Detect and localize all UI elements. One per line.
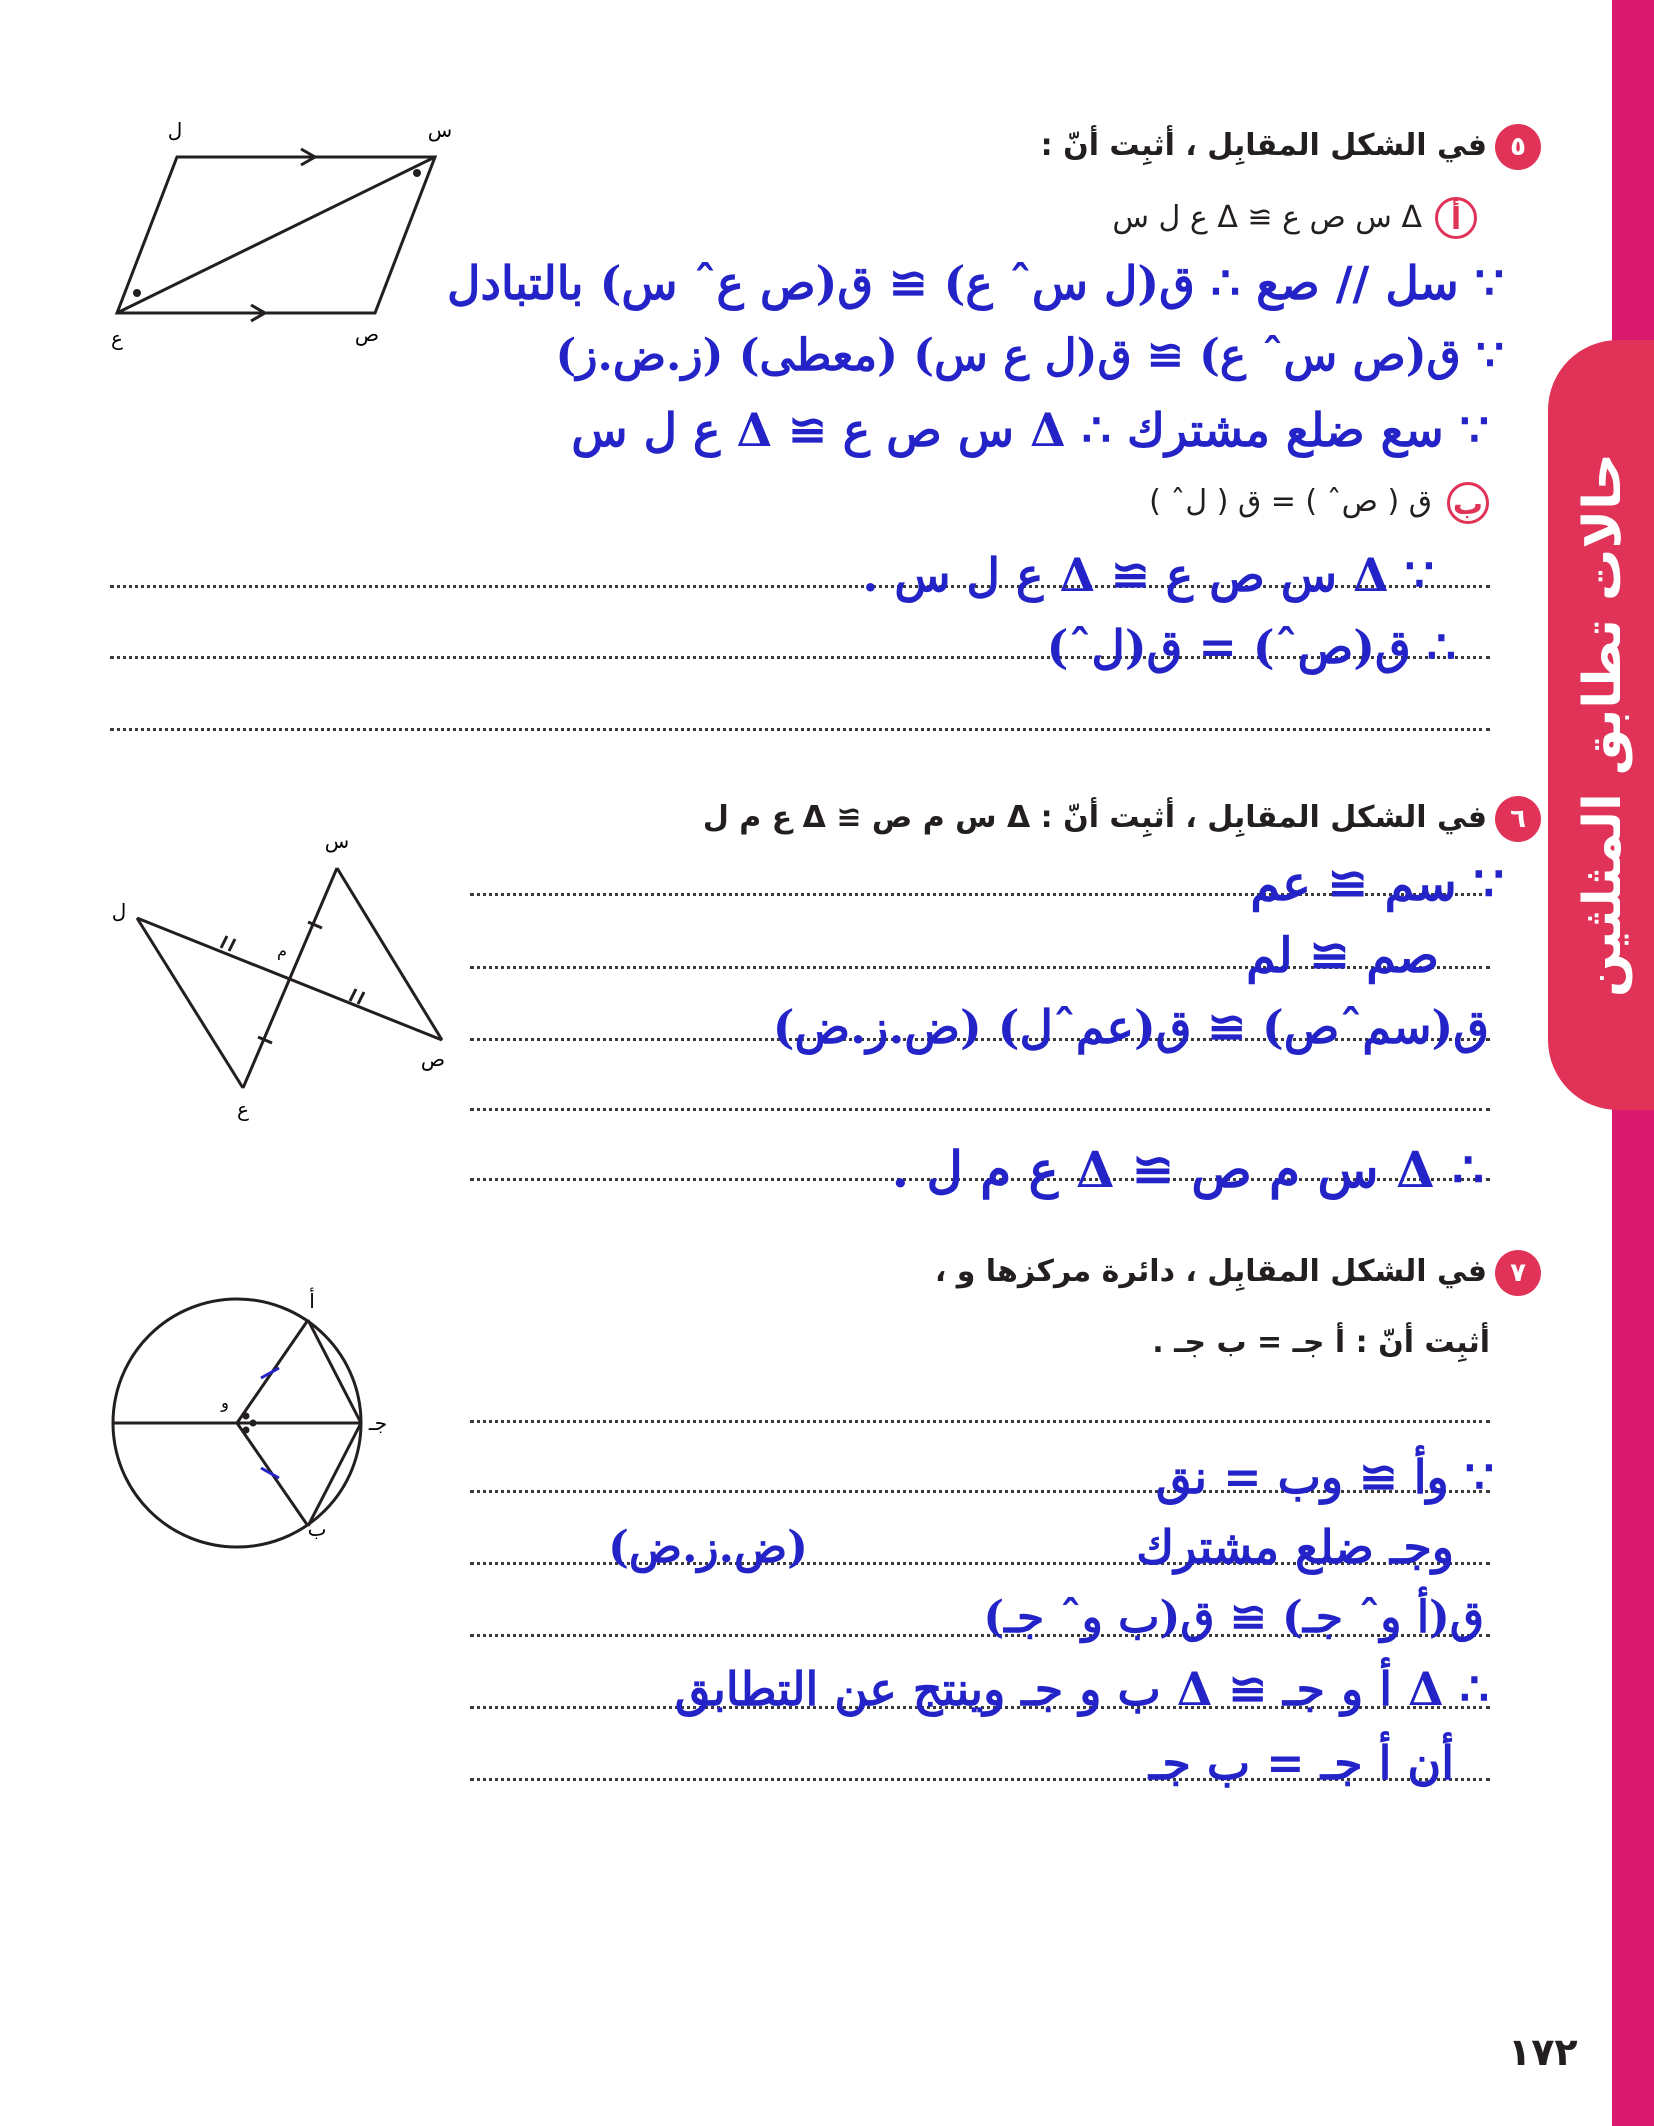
q5-hand-line-4: ∵ Δ س ص ع ≅ Δ ع ل س .	[862, 548, 1434, 602]
q7-hand-line-1: ∵ وﺃ ≅ وب = نق	[1155, 1450, 1494, 1504]
q7-hand-line-3: (ض.ز.ض)	[608, 1522, 808, 1573]
q7-hand-line-6: أن ﺃ جـ = ب جـ	[1148, 1736, 1454, 1790]
q6-label-s: س	[324, 830, 350, 853]
q5-label-l: ل	[167, 118, 183, 142]
q5-hand-line-5: ∴ ق(صˆ) = ق(لˆ)	[1046, 620, 1456, 674]
q6-hand-line-4: ∴ Δ س م ص ≅ Δ ع م ل .	[891, 1140, 1484, 1199]
q5-label-s: س	[427, 118, 453, 142]
q6-label-l: ل	[111, 899, 127, 923]
q7-number: ٧	[1495, 1250, 1541, 1296]
answer-line	[470, 1108, 1490, 1111]
q7-label-o: و	[221, 1393, 229, 1412]
q5-hand-line-2: ∵ ق(ص سˆ ع) ≅ ق(ل ع س) (معطى) (ز.ض.ز)	[555, 330, 1504, 381]
q6-number: ٦	[1495, 796, 1541, 842]
q5-prompt: في الشكل المقابِل ، أثبِت أنّ :	[1040, 128, 1487, 163]
q6-hand-line-2: صم ≅ لم	[1246, 928, 1439, 984]
q7-hand-line-4: ق(ﺃ وˆ جـ) ≅ ق(ب وˆ جـ)	[983, 1592, 1484, 1643]
q6-label-sad: ص	[420, 1047, 446, 1071]
q5-part-b-marker: ب	[1447, 482, 1489, 524]
q7-label-a: ﺃ	[309, 1289, 315, 1313]
q5-label-a: ع	[111, 326, 123, 350]
answer-line	[110, 728, 1490, 731]
q5-part-a-statement: Δ س ص ع ≅ Δ ع ل س	[1112, 200, 1422, 235]
q7-figure-circle	[95, 1280, 435, 1550]
section-tab-label: حالات تطابق المثلثين	[1573, 452, 1633, 998]
answer-line	[470, 1420, 1490, 1423]
q6-figure-triangles	[105, 830, 465, 1130]
q6-label-m: م	[277, 941, 287, 960]
q5-figure-parallelogram	[105, 115, 465, 355]
q7-prove: أثبِت أنّ : ﺃ جـ = ب جـ .	[1152, 1325, 1490, 1360]
q7-hand-line-5: ∴ Δ ﺃ و جـ ≅ Δ ب و جـ وينتج عن التطابق	[674, 1662, 1489, 1716]
q6-hand-line-1: ∵ سم ≅ عم	[1250, 856, 1504, 912]
q5-number: ٥	[1495, 124, 1541, 170]
page-number: ١٧٢	[1508, 2030, 1578, 2074]
q5-part-b-statement: ق ( صˆ ) = ق ( لˆ )	[1149, 484, 1432, 519]
q5-hand-line-3: ∵ سع ضلع مشترك ∴ Δ س ص ع ≅ Δ ع ل س	[571, 403, 1489, 457]
q5-label-sad: ص	[354, 322, 380, 346]
q5-hand-line-1: ∵ سل // صع ∴ ق(ل سˆ ع) ≅ ق(ص عˆ س) بالتبادل	[447, 256, 1504, 310]
q7-label-b: ب	[307, 1517, 327, 1541]
q6-prompt: في الشكل المقابِل ، أثبِت أنّ : Δ س م ص ≅ Δ ع م ل	[702, 800, 1487, 835]
q5-part-a-marker: أ	[1435, 197, 1477, 239]
q6-label-a: ع	[237, 1097, 249, 1121]
q6-hand-line-3: ق(سمˆص) ≅ ق(عمˆل) (ض.ز.ض)	[772, 1000, 1489, 1054]
q7-label-j: جـ	[368, 1411, 388, 1435]
q7-hand-line-2: وجـ ضلع مشترك	[1136, 1520, 1454, 1574]
q7-prompt: في الشكل المقابِل ، دائرة مركزها و ،	[934, 1254, 1487, 1289]
